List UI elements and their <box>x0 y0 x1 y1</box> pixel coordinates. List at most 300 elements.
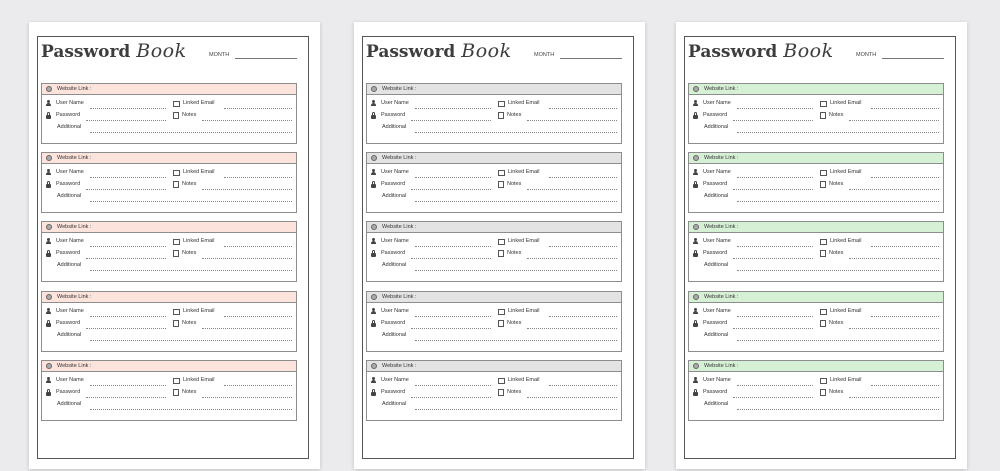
website-link-label: Website Link : <box>704 294 739 300</box>
linked-email-field[interactable] <box>820 307 862 315</box>
notes-line[interactable] <box>849 189 939 190</box>
linked-email-line[interactable] <box>871 177 939 178</box>
password-label: Password <box>56 181 81 187</box>
additional-line[interactable] <box>90 270 292 271</box>
additional-label: Additional <box>704 262 729 268</box>
notes-field[interactable] <box>173 111 196 119</box>
title-main: Password <box>366 42 456 62</box>
additional-field[interactable] <box>46 400 81 408</box>
user-icon <box>371 100 378 107</box>
linked-email-line[interactable] <box>871 246 939 247</box>
linked-email-label: Linked Email <box>508 308 540 314</box>
user-name-label: User Name <box>703 238 731 244</box>
website-link-row[interactable] <box>42 84 296 95</box>
user-name-field[interactable] <box>46 237 84 245</box>
password-label: Password <box>381 320 406 326</box>
website-link-row[interactable] <box>689 153 943 164</box>
notes-icon <box>498 320 504 327</box>
password-entry <box>688 221 944 282</box>
password-field[interactable] <box>371 388 405 396</box>
password-field[interactable] <box>46 180 80 188</box>
notes-field[interactable] <box>498 111 521 119</box>
notes-field[interactable] <box>820 111 843 119</box>
password-field[interactable] <box>371 111 405 119</box>
password-label: Password <box>703 250 728 256</box>
user-name-line[interactable] <box>737 108 813 109</box>
password-line[interactable] <box>411 120 491 121</box>
notes-label: Notes <box>829 389 844 395</box>
notes-label: Notes <box>182 320 197 326</box>
user-name-line[interactable] <box>415 385 491 386</box>
website-link-label: Website Link : <box>57 155 92 161</box>
additional-field[interactable] <box>693 400 728 408</box>
user-name-label: User Name <box>56 238 84 244</box>
user-name-line[interactable] <box>415 316 491 317</box>
linked-email-line[interactable] <box>871 108 939 109</box>
linked-email-field[interactable] <box>173 376 215 384</box>
additional-line[interactable] <box>90 409 292 410</box>
notes-field[interactable] <box>173 180 196 188</box>
password-entry <box>366 83 622 144</box>
password-line[interactable] <box>411 397 491 398</box>
notes-line[interactable] <box>527 328 617 329</box>
additional-line[interactable] <box>737 340 939 341</box>
email-icon <box>498 101 505 107</box>
password-entry <box>41 360 297 421</box>
website-link-label: Website Link : <box>382 363 417 369</box>
password-field[interactable] <box>693 319 727 327</box>
additional-field[interactable] <box>46 123 81 131</box>
linked-email-field[interactable] <box>820 237 862 245</box>
linked-email-line[interactable] <box>224 316 292 317</box>
linked-email-label: Linked Email <box>183 169 215 175</box>
notes-icon <box>498 112 504 119</box>
additional-field[interactable] <box>46 331 81 339</box>
website-link-row[interactable] <box>42 153 296 164</box>
password-field[interactable] <box>46 249 80 257</box>
additional-label: Additional <box>382 401 407 407</box>
notes-icon <box>820 250 826 257</box>
user-name-line[interactable] <box>737 385 813 386</box>
notes-line[interactable] <box>527 120 617 121</box>
globe-icon <box>46 155 52 161</box>
additional-label: Additional <box>382 193 407 199</box>
linked-email-label: Linked Email <box>508 377 540 383</box>
user-name-field[interactable] <box>693 99 731 107</box>
lock-icon <box>693 181 700 188</box>
linked-email-line[interactable] <box>224 385 292 386</box>
password-label: Password <box>703 181 728 187</box>
password-line[interactable] <box>86 258 166 259</box>
user-name-label: User Name <box>381 308 409 314</box>
email-icon <box>173 170 180 176</box>
notes-label: Notes <box>182 389 197 395</box>
additional-label: Additional <box>57 193 82 199</box>
additional-field[interactable] <box>693 123 728 131</box>
user-name-field[interactable] <box>371 99 409 107</box>
user-icon <box>693 169 700 176</box>
additional-line[interactable] <box>415 132 617 133</box>
notes-icon <box>173 112 179 119</box>
user-icon <box>46 308 53 315</box>
user-name-label: User Name <box>381 238 409 244</box>
linked-email-label: Linked Email <box>183 377 215 383</box>
user-name-field[interactable] <box>693 307 731 315</box>
user-name-field[interactable] <box>693 168 731 176</box>
linked-email-label: Linked Email <box>183 100 215 106</box>
linked-email-label: Linked Email <box>830 238 862 244</box>
linked-email-label: Linked Email <box>183 308 215 314</box>
additional-line[interactable] <box>415 340 617 341</box>
website-link-row[interactable] <box>367 84 621 95</box>
email-icon <box>498 239 505 245</box>
linked-email-line[interactable] <box>549 177 617 178</box>
additional-label: Additional <box>382 262 407 268</box>
notes-field[interactable] <box>498 180 521 188</box>
notes-field[interactable] <box>820 388 843 396</box>
user-name-field[interactable] <box>371 168 409 176</box>
user-name-field[interactable] <box>46 376 84 384</box>
user-name-label: User Name <box>703 377 731 383</box>
user-icon <box>46 238 53 245</box>
additional-field[interactable] <box>693 331 728 339</box>
linked-email-label: Linked Email <box>830 169 862 175</box>
password-field[interactable] <box>371 319 405 327</box>
notes-line[interactable] <box>849 397 939 398</box>
notes-line[interactable] <box>527 258 617 259</box>
notes-icon <box>820 320 826 327</box>
user-name-label: User Name <box>703 308 731 314</box>
notes-line[interactable] <box>849 120 939 121</box>
user-name-line[interactable] <box>415 246 491 247</box>
website-link-label: Website Link : <box>704 363 739 369</box>
additional-field[interactable] <box>371 261 406 269</box>
notes-line[interactable] <box>849 258 939 259</box>
user-name-label: User Name <box>56 169 84 175</box>
notes-icon <box>498 181 504 188</box>
additional-label: Additional <box>57 401 82 407</box>
linked-email-field[interactable] <box>820 168 862 176</box>
linked-email-label: Linked Email <box>508 100 540 106</box>
notes-icon <box>498 389 504 396</box>
notes-label: Notes <box>182 181 197 187</box>
linked-email-label: Linked Email <box>183 238 215 244</box>
user-name-line[interactable] <box>415 177 491 178</box>
notes-icon <box>820 389 826 396</box>
website-link-label: Website Link : <box>382 224 417 230</box>
email-icon <box>820 378 827 384</box>
linked-email-field[interactable] <box>173 99 215 107</box>
user-icon <box>693 308 700 315</box>
lock-icon <box>46 250 53 257</box>
notes-label: Notes <box>507 389 522 395</box>
notes-field[interactable] <box>173 249 196 257</box>
website-link-row[interactable] <box>367 361 621 372</box>
website-link-row[interactable] <box>689 84 943 95</box>
notes-field[interactable] <box>173 388 196 396</box>
linked-email-field[interactable] <box>820 376 862 384</box>
password-line[interactable] <box>733 328 813 329</box>
website-link-row[interactable] <box>367 153 621 164</box>
notes-line[interactable] <box>202 328 292 329</box>
additional-line[interactable] <box>737 270 939 271</box>
notes-label: Notes <box>829 320 844 326</box>
password-line[interactable] <box>411 258 491 259</box>
globe-icon <box>46 294 52 300</box>
user-name-line[interactable] <box>90 108 166 109</box>
password-line[interactable] <box>411 328 491 329</box>
password-entry <box>41 152 297 213</box>
linked-email-label: Linked Email <box>830 100 862 106</box>
user-icon <box>46 377 53 384</box>
globe-icon <box>371 224 377 230</box>
user-name-field[interactable] <box>693 376 731 384</box>
password-line[interactable] <box>86 397 166 398</box>
notes-line[interactable] <box>202 189 292 190</box>
user-icon <box>371 377 378 384</box>
title-script: Book <box>461 40 512 62</box>
notes-field[interactable] <box>498 388 521 396</box>
user-name-field[interactable] <box>371 376 409 384</box>
notes-label: Notes <box>507 250 522 256</box>
user-name-line[interactable] <box>90 246 166 247</box>
notes-field[interactable] <box>498 319 521 327</box>
linked-email-field[interactable] <box>498 99 540 107</box>
notes-label: Notes <box>507 181 522 187</box>
website-link-row[interactable] <box>367 222 621 233</box>
notes-field[interactable] <box>820 249 843 257</box>
linked-email-label: Linked Email <box>508 238 540 244</box>
linked-email-line[interactable] <box>224 108 292 109</box>
additional-line[interactable] <box>737 409 939 410</box>
linked-email-field[interactable] <box>498 307 540 315</box>
additional-line[interactable] <box>737 132 939 133</box>
lock-icon <box>693 320 700 327</box>
linked-email-line[interactable] <box>871 316 939 317</box>
additional-field[interactable] <box>693 192 728 200</box>
user-name-field[interactable] <box>371 237 409 245</box>
password-field[interactable] <box>46 388 80 396</box>
notes-icon <box>173 250 179 257</box>
additional-field[interactable] <box>371 331 406 339</box>
user-name-label: User Name <box>703 100 731 106</box>
month-label: MONTH <box>209 52 230 58</box>
password-field[interactable] <box>693 180 727 188</box>
user-name-field[interactable] <box>371 307 409 315</box>
website-link-row[interactable] <box>689 222 943 233</box>
notes-icon <box>173 389 179 396</box>
notes-line[interactable] <box>527 397 617 398</box>
globe-icon <box>371 155 377 161</box>
additional-line[interactable] <box>90 201 292 202</box>
password-entry <box>688 152 944 213</box>
title-script: Book <box>783 40 834 62</box>
password-label: Password <box>381 389 406 395</box>
email-icon <box>498 378 505 384</box>
additional-field[interactable] <box>371 192 406 200</box>
password-line[interactable] <box>733 189 813 190</box>
user-name-line[interactable] <box>90 385 166 386</box>
additional-label: Additional <box>57 332 82 338</box>
password-label: Password <box>381 250 406 256</box>
user-name-label: User Name <box>56 377 84 383</box>
password-field[interactable] <box>371 180 405 188</box>
website-link-row[interactable] <box>367 292 621 303</box>
linked-email-line[interactable] <box>549 316 617 317</box>
globe-icon <box>371 86 377 92</box>
linked-email-field[interactable] <box>820 99 862 107</box>
password-field[interactable] <box>693 249 727 257</box>
password-field[interactable] <box>46 111 80 119</box>
password-label: Password <box>703 112 728 118</box>
user-name-line[interactable] <box>737 246 813 247</box>
password-label: Password <box>703 389 728 395</box>
user-name-label: User Name <box>703 169 731 175</box>
additional-line[interactable] <box>415 201 617 202</box>
website-link-label: Website Link : <box>57 86 92 92</box>
user-name-line[interactable] <box>90 177 166 178</box>
lock-icon <box>371 250 378 257</box>
notes-field[interactable] <box>820 180 843 188</box>
password-field[interactable] <box>693 388 727 396</box>
additional-line[interactable] <box>415 409 617 410</box>
password-line[interactable] <box>86 189 166 190</box>
linked-email-line[interactable] <box>549 108 617 109</box>
password-label: Password <box>381 181 406 187</box>
linked-email-line[interactable] <box>871 385 939 386</box>
user-icon <box>693 100 700 107</box>
notes-line[interactable] <box>849 328 939 329</box>
password-line[interactable] <box>733 120 813 121</box>
user-name-label: User Name <box>381 377 409 383</box>
password-label: Password <box>381 112 406 118</box>
user-name-field[interactable] <box>46 99 84 107</box>
linked-email-field[interactable] <box>173 307 215 315</box>
user-name-label: User Name <box>381 100 409 106</box>
linked-email-field[interactable] <box>173 168 215 176</box>
user-name-field[interactable] <box>693 237 731 245</box>
website-link-row[interactable] <box>689 292 943 303</box>
additional-field[interactable] <box>693 261 728 269</box>
globe-icon <box>693 86 699 92</box>
notes-icon <box>820 112 826 119</box>
website-link-row[interactable] <box>42 222 296 233</box>
password-line[interactable] <box>86 328 166 329</box>
notes-field[interactable] <box>173 319 196 327</box>
user-name-field[interactable] <box>46 307 84 315</box>
additional-label: Additional <box>382 124 407 130</box>
user-name-line[interactable] <box>737 177 813 178</box>
notes-line[interactable] <box>202 397 292 398</box>
lock-icon <box>371 112 378 119</box>
notes-label: Notes <box>829 181 844 187</box>
password-label: Password <box>56 112 81 118</box>
linked-email-line[interactable] <box>224 246 292 247</box>
password-entry <box>366 291 622 352</box>
email-icon <box>173 239 180 245</box>
password-entry <box>41 221 297 282</box>
globe-icon <box>46 363 52 369</box>
additional-line[interactable] <box>90 132 292 133</box>
notes-line[interactable] <box>202 120 292 121</box>
email-icon <box>173 378 180 384</box>
notes-line[interactable] <box>202 258 292 259</box>
password-field[interactable] <box>693 111 727 119</box>
notes-label: Notes <box>829 250 844 256</box>
linked-email-field[interactable] <box>498 237 540 245</box>
month-label: MONTH <box>856 52 877 58</box>
user-name-field[interactable] <box>46 168 84 176</box>
password-entry <box>41 83 297 144</box>
user-icon <box>46 169 53 176</box>
additional-field[interactable] <box>46 261 81 269</box>
website-link-label: Website Link : <box>704 224 739 230</box>
password-field[interactable] <box>46 319 80 327</box>
notes-field[interactable] <box>498 249 521 257</box>
user-icon <box>371 169 378 176</box>
website-link-label: Website Link : <box>382 86 417 92</box>
additional-line[interactable] <box>415 270 617 271</box>
website-link-row[interactable] <box>42 361 296 372</box>
password-entry <box>366 221 622 282</box>
website-link-label: Website Link : <box>57 224 92 230</box>
additional-field[interactable] <box>46 192 81 200</box>
password-line[interactable] <box>411 189 491 190</box>
lock-icon <box>46 112 53 119</box>
month-label: MONTH <box>534 52 555 58</box>
email-icon <box>820 101 827 107</box>
password-entry <box>366 152 622 213</box>
globe-icon <box>371 363 377 369</box>
notes-field[interactable] <box>820 319 843 327</box>
linked-email-field[interactable] <box>498 168 540 176</box>
user-name-line[interactable] <box>90 316 166 317</box>
website-link-row[interactable] <box>689 361 943 372</box>
additional-field[interactable] <box>371 123 406 131</box>
page-title <box>688 40 834 62</box>
additional-line[interactable] <box>90 340 292 341</box>
user-name-line[interactable] <box>415 108 491 109</box>
email-icon <box>820 309 827 315</box>
user-name-line[interactable] <box>737 316 813 317</box>
linked-email-field[interactable] <box>173 237 215 245</box>
month-line <box>235 58 297 59</box>
linked-email-field[interactable] <box>498 376 540 384</box>
additional-line[interactable] <box>737 201 939 202</box>
linked-email-line[interactable] <box>549 385 617 386</box>
globe-icon <box>693 224 699 230</box>
notes-line[interactable] <box>527 189 617 190</box>
password-field[interactable] <box>371 249 405 257</box>
planner-page-1 <box>29 22 320 469</box>
additional-field[interactable] <box>371 400 406 408</box>
lock-icon <box>371 181 378 188</box>
password-line[interactable] <box>86 120 166 121</box>
password-line[interactable] <box>733 258 813 259</box>
additional-label: Additional <box>704 193 729 199</box>
website-link-label: Website Link : <box>57 363 92 369</box>
additional-label: Additional <box>382 332 407 338</box>
lock-icon <box>371 389 378 396</box>
linked-email-line[interactable] <box>549 246 617 247</box>
linked-email-line[interactable] <box>224 177 292 178</box>
month-line <box>560 58 622 59</box>
password-line[interactable] <box>733 397 813 398</box>
globe-icon <box>371 294 377 300</box>
lock-icon <box>693 112 700 119</box>
website-link-row[interactable] <box>42 292 296 303</box>
email-icon <box>173 309 180 315</box>
